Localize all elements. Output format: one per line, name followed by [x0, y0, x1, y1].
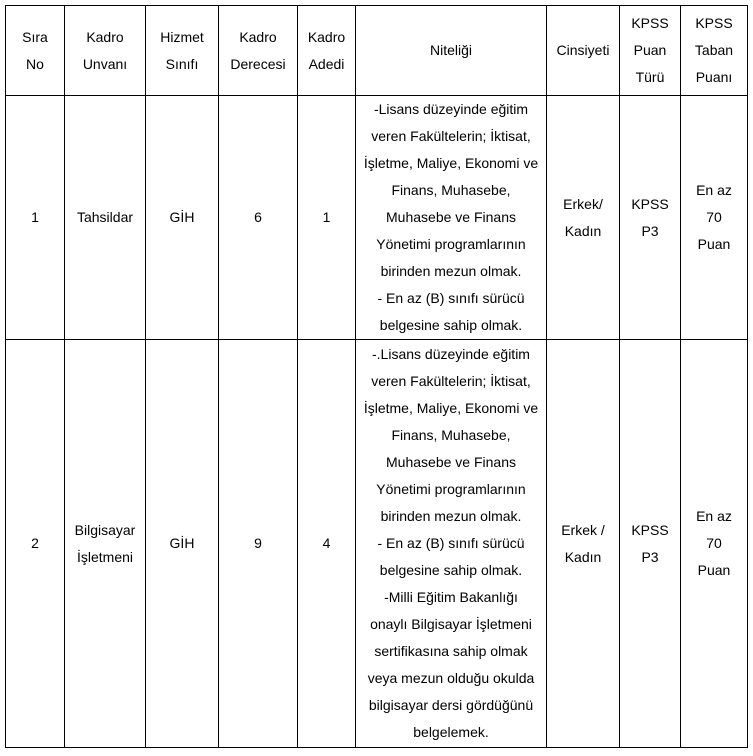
header-kpss-taban-puani: KPSS Taban Puanı	[681, 6, 748, 96]
table-row	[6, 340, 748, 748]
cell-niteligi: -Lisans düzeyinde eğitim veren Fakültelerin; İktisat, İşletme, Maliye, Ekonomi ve Finans, Muhasebe, Muhasebe ve Finans Yönetimi programlarının birinden mezun olmak. - En az (B) sınıfı sürücü belgesine sahip olmak.	[356, 96, 547, 340]
cell-kadro-unvani: Tahsildar	[65, 96, 146, 340]
cell-kadro-derecesi: 9	[219, 340, 298, 748]
cell-kpss-taban-puani: En az 70 Puan	[681, 96, 748, 340]
header-kadro-derecesi: Kadro Derecesi	[219, 6, 298, 96]
cell-niteligi: -.Lisans düzeyinde eğitim veren Fakültelerin; İktisat, İşletme, Maliye, Ekonomi ve Finans, Muhasebe, Muhasebe ve Finans Yönetimi programlarının birinden mezun olmak. - En az (B) sınıfı sürücü belgesine sahip olmak. -Milli Eğitim Bakanlığı onaylı Bilgisayar İşletmeni sertifikasına sahip olmak veya mezun olduğu okulda bilgisayar dersi gördüğünü belgelemek.	[356, 340, 547, 748]
cell-kpss-taban-puani: En az 70 Puan	[681, 340, 748, 748]
cell-kpss-puan-turu: KPSS P3	[620, 96, 681, 340]
header-hizmet-sinifi: Hizmet Sınıfı	[146, 6, 219, 96]
header-sira-no: Sıra No	[6, 6, 65, 96]
cell-kadro-unvani: Bilgisayar İşletmeni	[65, 340, 146, 748]
header-kpss-puan-turu: KPSS Puan Türü	[620, 6, 681, 96]
header-kadro-adedi: Kadro Adedi	[298, 6, 356, 96]
cell-cinsiyeti: Erkek/ Kadın	[547, 96, 620, 340]
cell-kpss-puan-turu: KPSS P3	[620, 340, 681, 748]
header-niteligi: Niteliği	[356, 6, 547, 96]
cell-sira-no: 2	[6, 340, 65, 748]
header-cinsiyeti: Cinsiyeti	[547, 6, 620, 96]
header-row	[6, 6, 748, 96]
kadro-table	[5, 5, 748, 748]
cell-hizmet-sinifi: GİH	[146, 340, 219, 748]
cell-cinsiyeti: Erkek / Kadın	[547, 340, 620, 748]
cell-sira-no: 1	[6, 96, 65, 340]
cell-kadro-adedi: 4	[298, 340, 356, 748]
header-kadro-unvani: Kadro Unvanı	[65, 6, 146, 96]
cell-hizmet-sinifi: GİH	[146, 96, 219, 340]
table-row	[6, 96, 748, 340]
cell-kadro-adedi: 1	[298, 96, 356, 340]
cell-kadro-derecesi: 6	[219, 96, 298, 340]
